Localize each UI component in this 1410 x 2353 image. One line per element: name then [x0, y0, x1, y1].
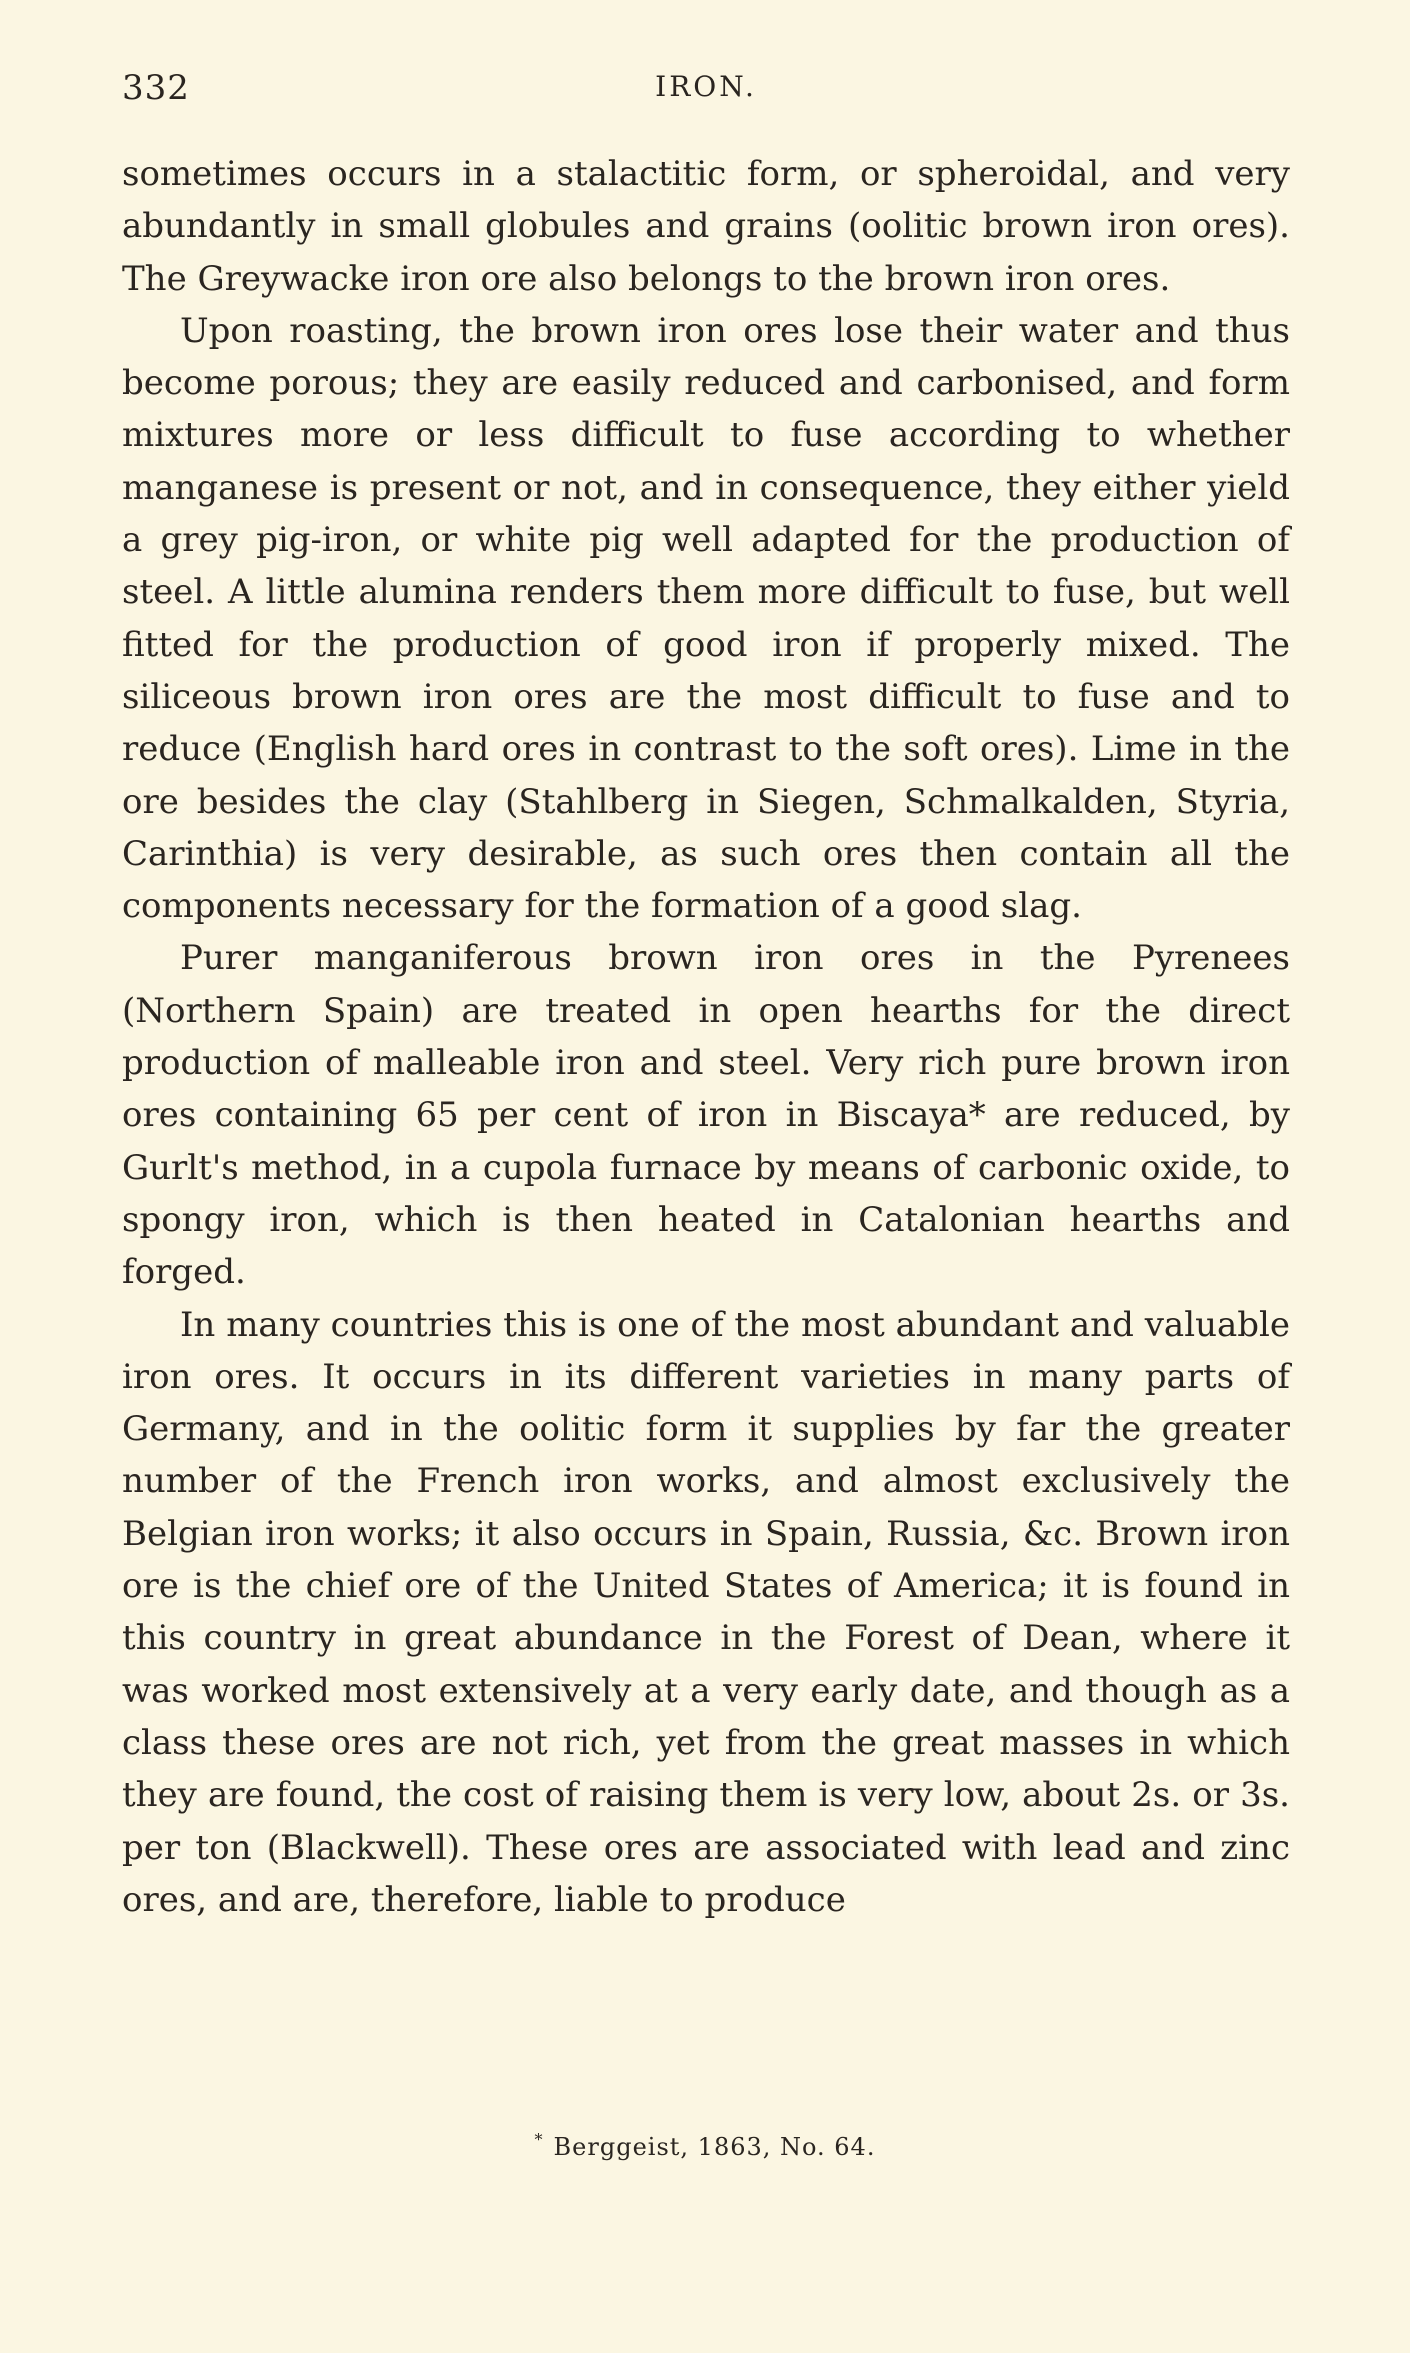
paragraph-roasting: Upon roasting, the brown iron ores lose their water and thus become porous; they are easily reduced and carbonised, and form mixtures more or less difficult to fuse according to whether manganese is present or not, and in consequence, they either yield a grey pig-iron, or white pig well adapted for the production of steel. A little alumina renders them more difficult to fuse, but well fitted for the production of good iron if properly mixed. The siliceous brown iron ores are the most difficult to fuse and to reduce (English hard ores in contrast to the soft ores). Lime in the ore besides the clay (Stahlberg in Siegen, Schmalkalden, Styria, Carinthia) is very desirable, as such ores then contain all the components necessary for the formation of a good slag. [122, 310, 1290, 927]
footnote-marker: * [534, 2130, 544, 2149]
paragraph-countries: In many countries this is one of the most abundant and valuable iron ores. It occurs in its different varieties in many parts of Germany, and in the oolitic form it supplies by far the greater number of the French iron works, and almost exclusively the Belgian iron works; it also occurs in Spain, Russia, &c. Brown iron ore is the chief ore of the United States of America; it is found in this country in great abundance in the Forest of Dean, where it was worked most extensively at a very early date, and though as a class these ores are not rich, yet from the great masses in which they are found, the cost of raising them is very low, about 2s. or 3s. per ton (Blackwell). These ores are associated with lead and zinc ores, and are, therefore, liable to produce [122, 1304, 1290, 1920]
body-text [122, 148, 1290, 1926]
footnote [0, 2130, 1410, 2161]
paragraph-manganiferous: Purer manganiferous brown iron ores in the Pyrenees (Northern Spain) are treated in open hearths for the direct production of malleable iron and steel. Very rich pure brown iron ores containing 65 per cent of iron in Biscaya* are reduced, by Gurlt's method, in a cupola furnace by means of carbonic oxide, to spongy iron, which is then heated in Catalonian hearths and forged. [122, 938, 1290, 1293]
paragraph-continued: sometimes occurs in a stalactitic form, or spheroidal, and very abundantly in small globules and grains (oolitic brown iron ores). The Greywacke iron ore also belongs to the brown iron ores. [122, 154, 1290, 299]
footnote-text: Berggeist, 1863, No. 64. [553, 2133, 876, 2161]
page-number: 332 [122, 68, 190, 108]
running-head: IRON. [655, 70, 757, 103]
page-header [122, 68, 1290, 116]
